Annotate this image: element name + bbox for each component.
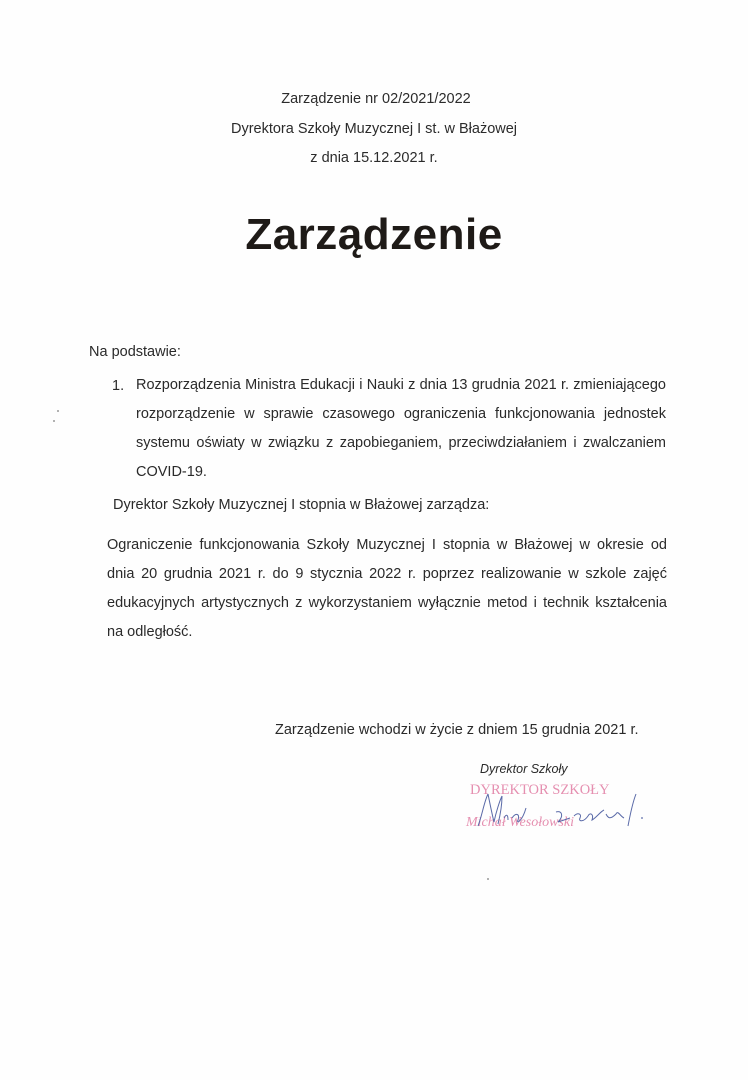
scan-speck bbox=[53, 420, 55, 422]
stamp-name: Michał Wesołowski bbox=[466, 815, 574, 830]
handwritten-signature bbox=[470, 788, 650, 833]
signatory-title: Dyrektor Szkoły bbox=[480, 762, 568, 776]
effective-date-statement: Zarządzenie wchodzi w życie z dniem 15 grudnia 2021 r. bbox=[275, 722, 639, 738]
issue-date: z dnia 15.12.2021 r. bbox=[310, 150, 438, 166]
basis-item-text: Rozporządzenia Ministra Edukacji i Nauki z dnia 13 grudnia 2021 r. zmieniającego rozporządzenie w sprawie czasowego ograniczenia funkcjonowania jednostek systemu oświaty w związku z zapobieganiem, przeciwdziałaniem i zwalczaniem COVID-19. bbox=[136, 377, 666, 480]
issuer: Dyrektora Szkoły Muzycznej I st. w Błażowej bbox=[230, 121, 518, 137]
decree-number: Zarządzenie nr 02/2021/2022 bbox=[281, 91, 471, 107]
basis-label: Na podstawie: bbox=[89, 344, 181, 360]
decree-body: Ograniczenie funkcjonowania Szkoły Muzycznej I stopnia w Błażowej w okresie od dnia 20 grudnia 2021 r. do 9 stycznia 2022 r. poprzez realizowanie w szkole zajęć edukacyjnych artystycznych z wykorzystaniem wyłącznie metod i technik kształcenia na odległość. bbox=[107, 537, 667, 640]
scan-speck bbox=[487, 878, 489, 880]
basis-item-number: 1. bbox=[112, 378, 125, 394]
stamp-title: DYREKTOR SZKOŁY bbox=[470, 782, 610, 798]
scan-speck bbox=[57, 410, 59, 412]
document-title: Zarządzenie bbox=[245, 210, 503, 259]
decree-intro: Dyrektor Szkoły Muzycznej I stopnia w Błażowej zarządza: bbox=[113, 497, 490, 513]
